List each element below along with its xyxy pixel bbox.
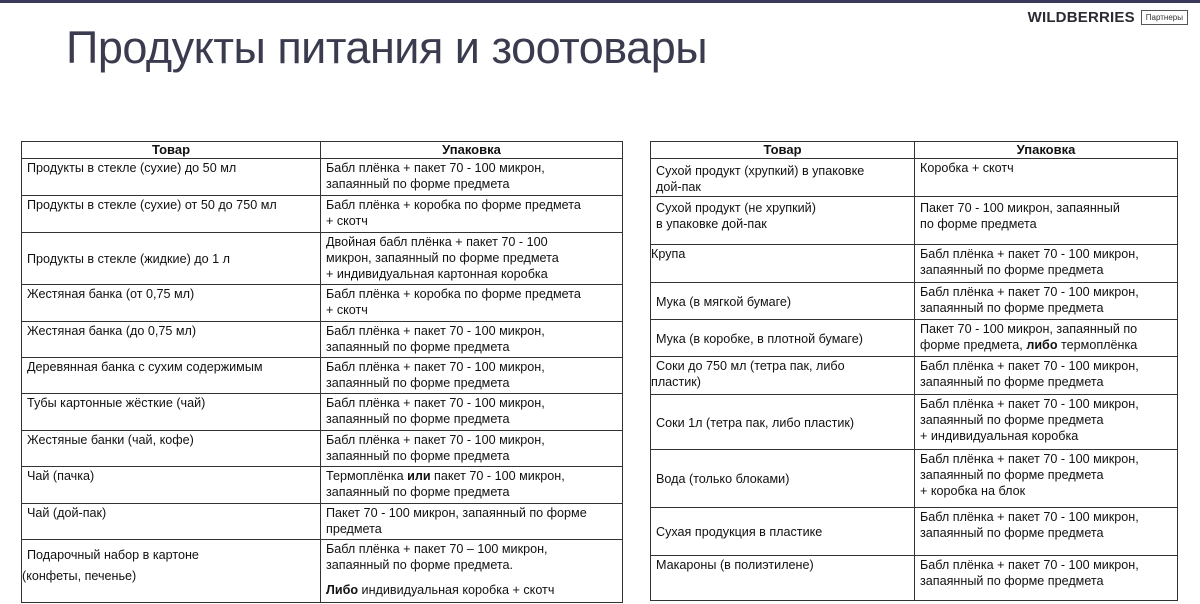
table-row <box>22 467 623 504</box>
table-row <box>22 322 623 358</box>
table-row <box>651 556 1178 601</box>
table-row <box>22 431 623 467</box>
table-row <box>651 320 1178 357</box>
packaging-cell: Бабл плёнка + пакет 70 - 100 микрон, запаянный по форме предмета <box>321 322 623 358</box>
item-cell: Жестяная банка (от 0,75 мл) <box>22 285 321 322</box>
packaging-cell: Двойная бабл плёнка + пакет 70 - 100 микрон, запаянный по форме предмета + индивидуальная картонная коробка <box>321 233 623 285</box>
table-row <box>22 394 623 431</box>
packaging-cell: Бабл плёнка + пакет 70 - 100 микрон, запаянный по форме предмета <box>321 358 623 394</box>
table-row <box>651 245 1178 283</box>
column-header-item: Товар <box>651 142 915 159</box>
table-row <box>651 395 1178 450</box>
table-row <box>22 196 623 233</box>
packaging-cell: Пакет 70 - 100 микрон, запаянный по форме предмета <box>915 197 1178 245</box>
item-cell: Сухая продукция в пластике <box>651 508 915 556</box>
table-header-row <box>651 142 1178 159</box>
packaging-cell: Бабл плёнка + пакет 70 - 100 микрон, запаянный по форме предмета <box>915 357 1178 395</box>
packaging-cell: Коробка + скотч <box>915 159 1178 197</box>
table-row <box>22 540 623 603</box>
item-cell: Тубы картонные жёсткие (чай) <box>22 394 321 431</box>
brand-logo: WILDBERRIES <box>1027 9 1135 26</box>
item-cell: Соки до 750 мл (тетра пак, либо пластик) <box>651 357 915 395</box>
column-header-item: Товар <box>22 142 321 159</box>
packaging-table-right <box>650 141 1178 601</box>
packaging-cell: Пакет 70 - 100 микрон, запаянный по форме предмета, либо термоплёнка <box>915 320 1178 357</box>
table-header-row <box>22 142 623 159</box>
item-cell: Соки 1л (тетра пак, либо пластик) <box>651 395 915 450</box>
item-cell: Подарочный набор в картоне (конфеты, печенье) <box>22 540 321 603</box>
table-row <box>22 159 623 196</box>
item-cell: Мука (в мягкой бумаге) <box>651 283 915 320</box>
item-cell: Сухой продукт (не хрупкий) в упаковке дой-пак <box>651 197 915 245</box>
brand <box>1028 9 1188 26</box>
packaging-cell: Бабл плёнка + пакет 70 - 100 микрон, запаянный по форме предмета + индивидуальная коробка <box>915 395 1178 450</box>
table-row <box>651 159 1178 197</box>
column-header-packaging: Упаковка <box>321 142 623 159</box>
item-cell: Вода (только блоками) <box>651 450 915 508</box>
packaging-cell: Бабл плёнка + пакет 70 - 100 микрон, запаянный по форме предмета <box>915 508 1178 556</box>
page-title: Продукты питания и зоотовары <box>66 22 708 73</box>
item-cell: Продукты в стекле (сухие) от 50 до 750 мл <box>22 196 321 233</box>
table-row <box>651 508 1178 556</box>
table-row <box>22 285 623 322</box>
packaging-cell: Пакет 70 - 100 микрон, запаянный по форме предмета <box>321 504 623 540</box>
column-header-packaging: Упаковка <box>915 142 1178 159</box>
item-cell: Чай (дой-пак) <box>22 504 321 540</box>
packaging-cell: Бабл плёнка + пакет 70 - 100 микрон, запаянный по форме предмета <box>915 245 1178 283</box>
item-cell: Чай (пачка) <box>22 467 321 504</box>
packaging-table-left <box>21 141 623 603</box>
packaging-cell: Бабл плёнка + пакет 70 - 100 микрон, запаянный по форме предмета + коробка на блок <box>915 450 1178 508</box>
table-row <box>651 197 1178 245</box>
packaging-cell: Бабл плёнка + пакет 70 - 100 микрон, запаянный по форме предмета <box>915 556 1178 601</box>
packaging-cell: Бабл плёнка + коробка по форме предмета + скотч <box>321 285 623 322</box>
top-divider <box>0 0 1200 3</box>
packaging-cell: Бабл плёнка + пакет 70 - 100 микрон, запаянный по форме предмета <box>321 159 623 196</box>
item-cell: Макароны (в полиэтилене) <box>651 556 915 601</box>
packaging-cell: Бабл плёнка + пакет 70 – 100 микрон, запаянный по форме предмета. Либо индивидуальная коробка + скотч <box>321 540 623 603</box>
packaging-cell: Бабл плёнка + пакет 70 - 100 микрон, запаянный по форме предмета <box>915 283 1178 320</box>
packaging-cell: Бабл плёнка + пакет 70 - 100 микрон, запаянный по форме предмета <box>321 394 623 431</box>
brand-badge: Партнеры <box>1141 10 1188 25</box>
item-cell: Продукты в стекле (жидкие) до 1 л <box>22 233 321 285</box>
table-row <box>22 504 623 540</box>
item-cell: Сухой продукт (хрупкий) в упаковке дой-пак <box>651 159 915 197</box>
packaging-cell: Термоплёнка или пакет 70 - 100 микрон, запаянный по форме предмета <box>321 467 623 504</box>
table-row <box>22 233 623 285</box>
packaging-cell: Бабл плёнка + коробка по форме предмета + скотч <box>321 196 623 233</box>
item-cell: Жестяные банки (чай, кофе) <box>22 431 321 467</box>
table-row <box>651 283 1178 320</box>
item-cell: Продукты в стекле (сухие) до 50 мл <box>22 159 321 196</box>
packaging-cell: Бабл плёнка + пакет 70 - 100 микрон, запаянный по форме предмета <box>321 431 623 467</box>
item-cell: Мука (в коробке, в плотной бумаге) <box>651 320 915 357</box>
item-cell: Крупа <box>651 245 915 283</box>
item-cell: Деревянная банка с сухим содержимым <box>22 358 321 394</box>
table-row <box>651 357 1178 395</box>
table-row <box>22 358 623 394</box>
table-row <box>651 450 1178 508</box>
item-cell: Жестяная банка (до 0,75 мл) <box>22 322 321 358</box>
